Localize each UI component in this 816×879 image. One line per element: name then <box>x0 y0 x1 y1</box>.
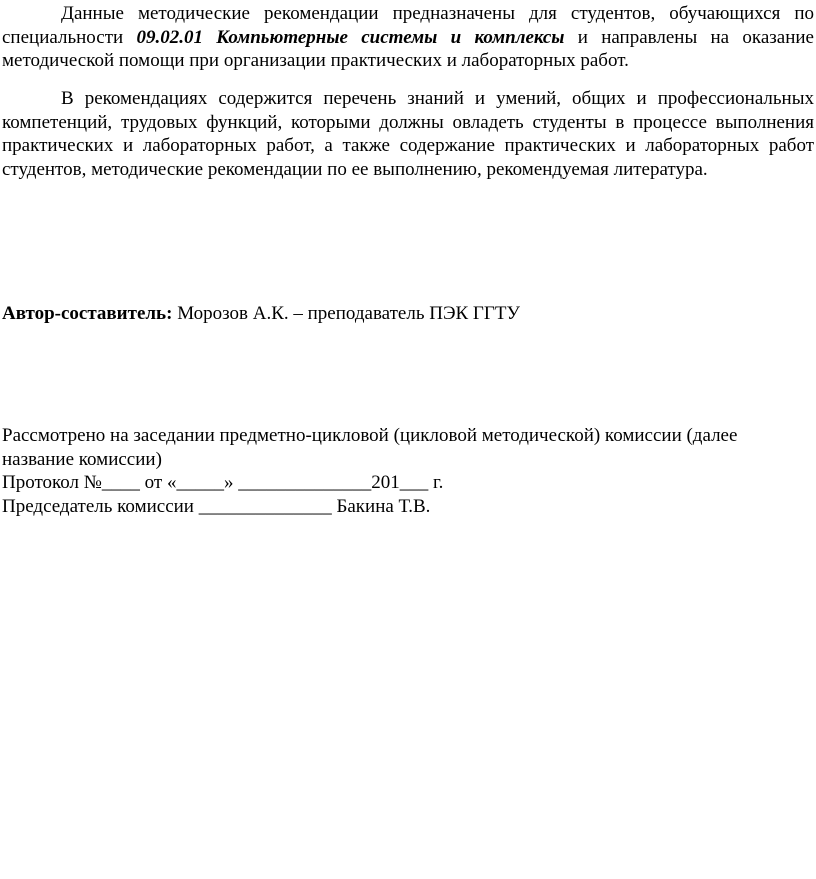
protocol-line: Протокол №____ от «_____» ______________201___ г. <box>2 472 444 493</box>
chairman-line: Председатель комиссии ______________ Бакина Т.В. <box>2 495 431 517</box>
contents-paragraph: В рекомендациях содержится перечень знаний и умений, общих и профессиональных компетенций, трудовых функций, которыми должны овладеть студенты в процессе выполнения практических и лабораторных работ, а также содержание практических и лабораторных работ студентов, методические рекомендации по ее выполнению, рекомендуемая литература. <box>2 88 814 180</box>
author-line <box>2 302 814 326</box>
specialty-name: 09.02.01 Компьютерные системы и комплексы <box>136 26 565 48</box>
review-block <box>2 424 814 518</box>
intro-text-start: Данные методические рекомендации предназначены для студентов, обучающихся по специальности <box>2 3 814 48</box>
review-statement: Рассмотрено на заседании предметно-цикловой (цикловой методической) комиссии (далее название комиссии) <box>2 425 738 470</box>
author-value: Морозов А.К. – преподаватель ПЭК ГГТУ <box>172 303 520 324</box>
intro-paragraph <box>2 2 814 73</box>
intro-text-end: и направлены на оказание методической помощи при организации практических и лабораторных работ. <box>2 26 814 72</box>
author-label: Автор-составитель: <box>2 303 173 324</box>
